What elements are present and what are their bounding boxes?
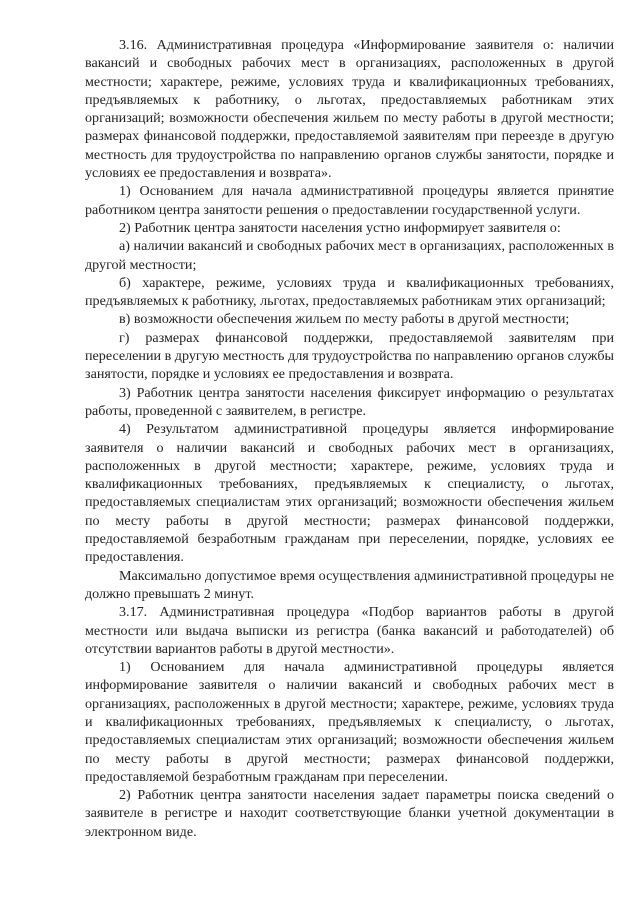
paragraph-3-16-max-time: Максимально допустимое время осуществления административной процедуры не должно превышать 2 минут.	[85, 567, 614, 602]
paragraph-3-16-item-3: 3) Работник центра занятости населения фиксирует информацию о результатах работы, проведенной с заявителем, в регистре.	[85, 384, 614, 419]
paragraph-3-17-item-1: 1) Основанием для начала административной процедуры является информирование заявителя о наличии вакансий и свободных рабочих мест в организациях, расположенных в другой местности; характере, режиме, условиях труда и квалификационных требованиях, предъявляемых к специалисту, о льготах, предоставляемых специалистам этих организаций; возможности обеспечения жильем по месту работы в другой местности; размерах финансовой поддержки, предоставляемой безработным гражданам при переселении.	[85, 659, 614, 785]
paragraph-3-17-item-2: 2) Работник центра занятости населения задает параметры поиска сведений о заявителе в регистре и находит соответствующие бланки учетной документации в электронном виде.	[85, 787, 614, 840]
section-3-17-heading: 3.17. Административная процедура «Подбор вариантов работы в другой местности или выдача выписки из регистра (банка вакансий и работодателей) об отсутствии вариантов работы в другой местности».	[85, 604, 614, 657]
paragraph-3-16-item-2: 2) Работник центра занятости населения устно информирует заявителя о:	[119, 219, 561, 236]
paragraph-3-16-item-4: 4) Результатом административной процедуры является информирование заявителя о наличии вакансий и свободных рабочих мест в организациях, расположенных в другой местности; характере, режиме, условиях труда и квалификационных требованиях, предъявляемых к специалисту, о льготах, предоставляемых специалистам этих организаций; возможности обеспечения жильем по месту работы в другой местности; размерах финансовой поддержки, предоставляемой безработным гражданам при переселении, порядке, условиях ее предоставления.	[85, 421, 614, 566]
subitem-a: а) наличии вакансий и свободных рабочих мест в организациях, расположенных в другой местности;	[85, 238, 614, 273]
subitem-b: б) характере, режиме, условиях труда и квалификационных требованиях, предъявляемых к работнику, льготах, предоставляемых работникам этих организаций;	[85, 274, 614, 310]
section-3-16-heading: 3.16. Административная процедура «Информирование заявителя о: наличии вакансий и свободных рабочих мест в организациях, расположенных в другой местности; характере, режиме, условиях труда и квалификационных требованиях, предъявляемых к работнику, о льготах, предоставляемых работникам этих организаций; возможности обеспечения жильем по месту работы в другой местности; размерах финансовой поддержки, предоставляемой заявителям при переезде в другую местность для трудоустройства по направлению органов службы занятости, порядке и условиях ее предоставления и возврата».	[85, 37, 614, 182]
paragraph-3-16-item-1: 1) Основанием для начала административной процедуры является принятие работником центра занятости решения о предоставлении государственной услуги.	[85, 183, 614, 218]
subitem-g: г) размерах финансовой поддержки, предоставляемой заявителям при переселении в другую местность для трудоустройства по направлению органов службы занятости, порядке и условиях ее предоставления и возврата.	[85, 329, 614, 383]
subitem-v: в) возможности обеспечения жильем по месту работы в другой местности;	[119, 311, 570, 328]
